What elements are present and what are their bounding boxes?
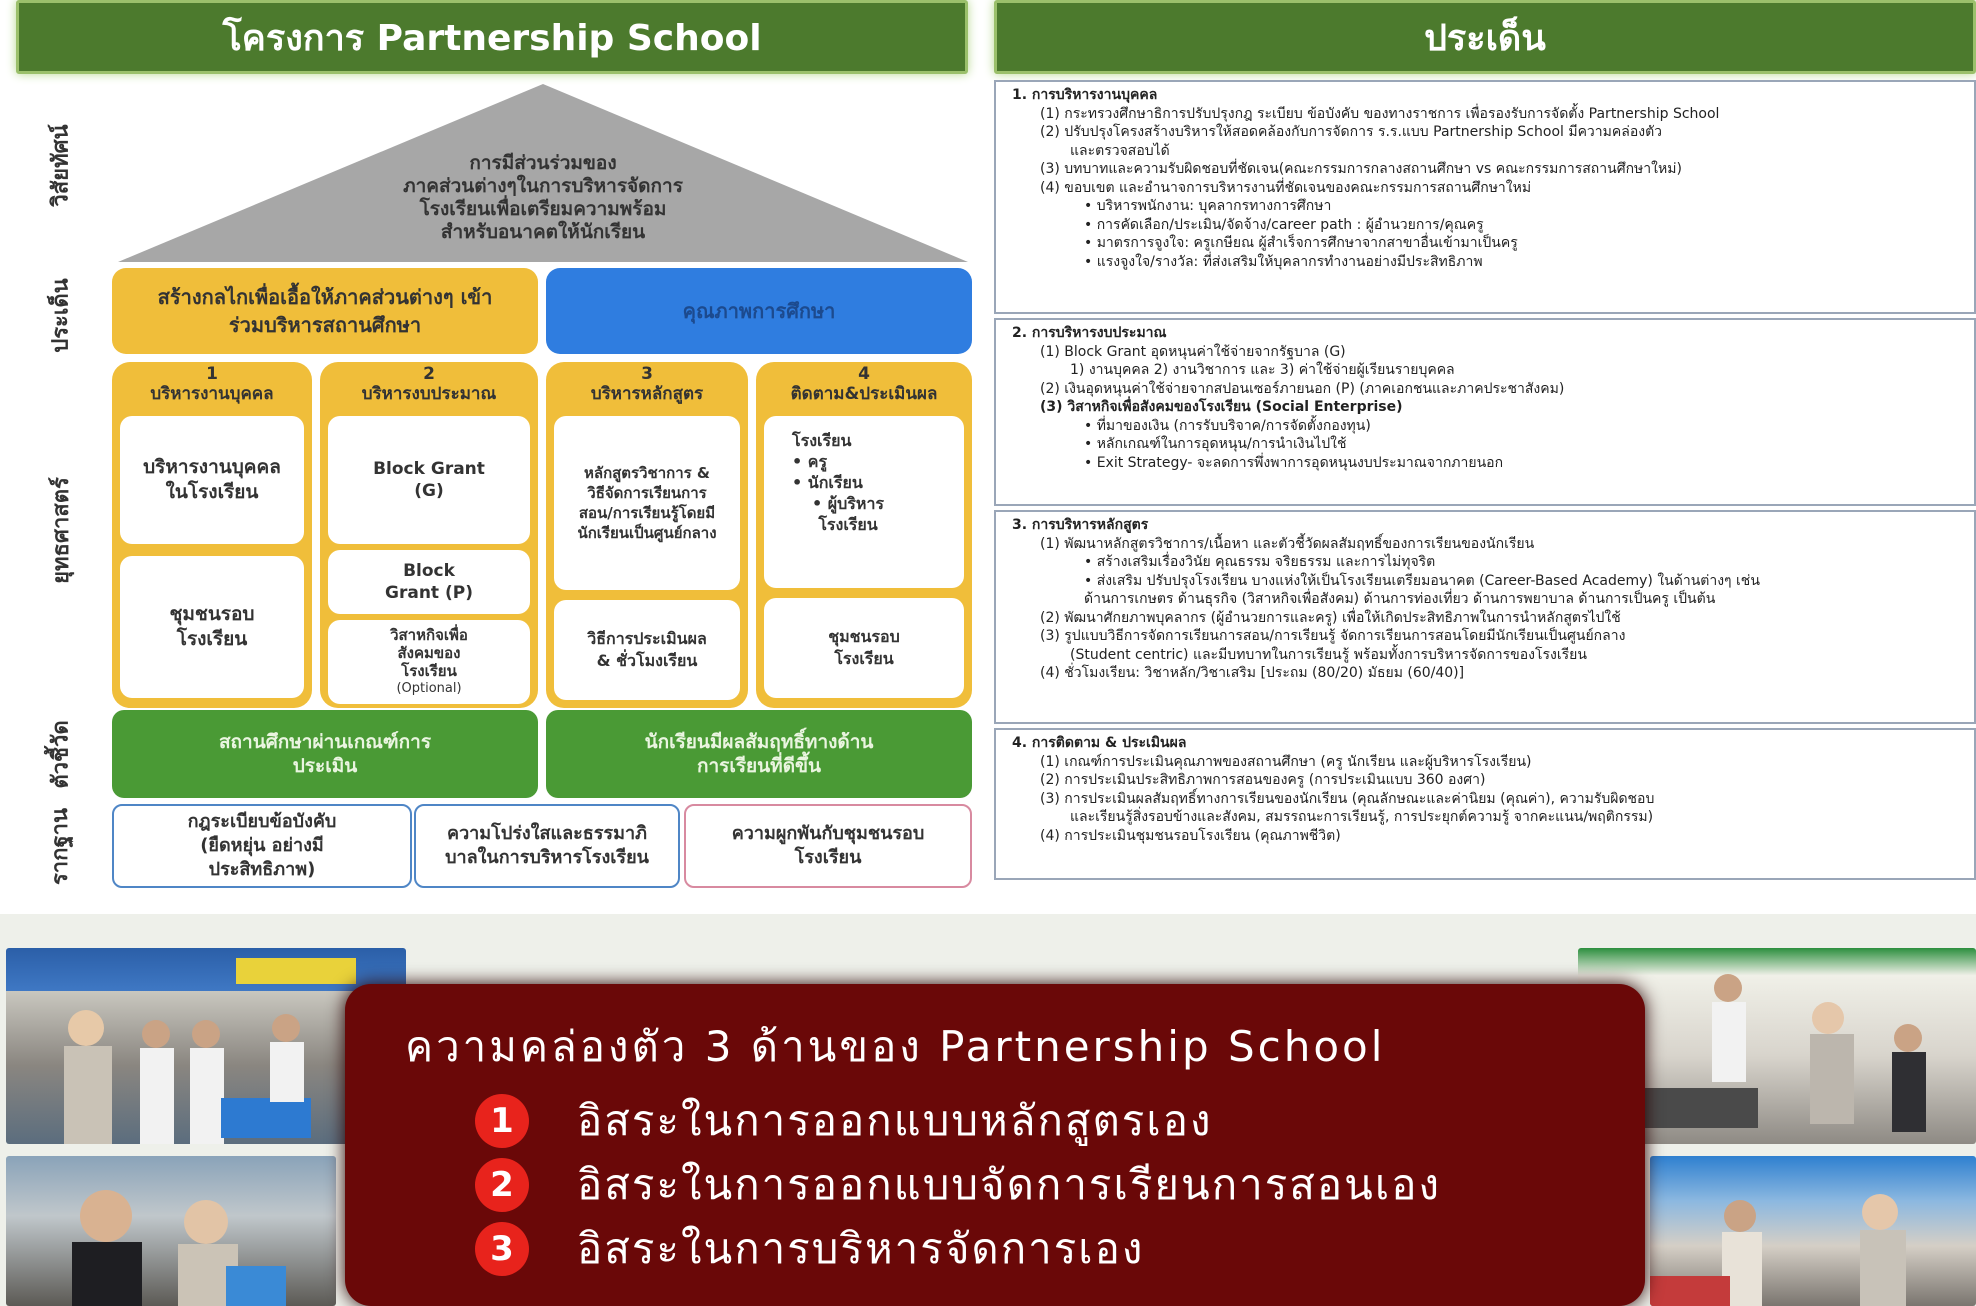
section-title: 3. การบริหารหลักสูตร xyxy=(1012,517,1149,533)
section-title: 4. การติดตาม & ประเมินผล xyxy=(1012,735,1187,751)
row-label-foundation: รากฐาน xyxy=(48,807,74,885)
number-badge: 1 xyxy=(475,1094,529,1148)
flexibility-item-text: อิสระในการบริหารจัดการเอง xyxy=(577,1224,1145,1273)
optional-note: (Optional) xyxy=(396,681,462,696)
pillar-number: 1 xyxy=(206,364,218,384)
strategy-box: โรงเรียน • ครู • นักเรียน • ผู้บริหารโรงเรียน xyxy=(764,416,964,588)
pillar-title: บริหารหลักสูตร xyxy=(590,384,704,404)
header-left: โครงการ Partnership School xyxy=(16,0,968,74)
issue-education-quality: คุณภาพการศึกษา xyxy=(546,268,972,354)
header-right: ประเด็น xyxy=(994,0,1976,74)
foundation-community: ความผูกพันกับชุมชนรอบโรงเรียน xyxy=(684,804,972,888)
indicator-student: นักเรียนมีผลสัมฤทธิ์ทางด้านการเรียนที่ดีขึ้น xyxy=(546,710,972,798)
strategy-box: Block Grant (P) xyxy=(328,550,530,614)
flexibility-item xyxy=(475,1216,1144,1282)
foundation-transparency: ความโปร่งใสและธรรมาภิบาลในการบริหารโรงเรียน xyxy=(414,804,680,888)
strategy-box: ชุมชนรอบโรงเรียน xyxy=(120,556,304,698)
flexibility-panel xyxy=(345,984,1645,1306)
bullet-item: • ครู xyxy=(792,452,828,471)
pillar-number: 3 xyxy=(641,364,653,384)
photo-bottom-left xyxy=(6,1156,336,1306)
row-label-vision: วิสัยทัศน์ xyxy=(48,123,74,207)
section-title: 1. การบริหารงานบุคคล xyxy=(1012,87,1158,103)
pillar-number: 4 xyxy=(858,364,870,384)
foundation-regulations: กฎระเบียบข้อบังคับ (ยืดหยุ่น อย่างมีประสิทธิภาพ) xyxy=(112,804,412,888)
row-label-issues: ประเด็น xyxy=(48,277,74,353)
strategy-box: บริหารงานบุคคลในโรงเรียน xyxy=(120,416,304,544)
indicator-school: สถานศึกษาผ่านเกณฑ์การประเมิน xyxy=(112,710,538,798)
pillar-monitoring xyxy=(756,362,972,708)
strategy-box: หลักสูตรวิชาการ & วิธีจัดการเรียนการสอน/การเรียนรู้โดยมีนักเรียนเป็นศูนย์กลาง xyxy=(554,416,740,590)
flexibility-item xyxy=(475,1152,1441,1218)
people-illustration xyxy=(1650,1156,1976,1306)
pillar-title: บริหารงานบุคคล xyxy=(150,384,274,404)
row-label-strategy: ยุทธศาสตร์ xyxy=(48,476,74,584)
strategy-box: ชุมชนรอบโรงเรียน xyxy=(764,598,964,698)
issues-section-curriculum: 3. การบริหารหลักสูตร (1) พัฒนาหลักสูตรวิชาการ/เนื้อหา และตัวชี้วัดผลสัมฤทธิ์ของการเรียนของนักเรียน • สร้างเสริมเรื่องวินัย คุณธรรม จริยธรรม และการไม่ทุจริต • ส่งเสริม ปรับปรุงโรงเรียน บางแห่งให้เป็นโรงเรียนเตรียมอนาคต (Career-Based Academy) ในด้านต่างๆ เช่น ด้านการเกษตร ด้านธุรกิจ (วิสาหกิจเพื่อสังคม) ด้านการท่องเที่ยว ด้านการพยาบาล ด้านการเป็นครู เป็นต้น (2) พัฒนาศักยภาพบุคลากร (ผู้อำนวยการและครู) เพื่อให้เกิดประสิทธิภาพในการนำหลักสูตรไปใช้ (3) รูปแบบวิธีการจัดการเรียนการสอน/การเรียนรู้ จัดการเรียนการสอนโดยมีนักเรียนเป็นศูนย์กลาง (Student centric) และมีบทบาทในการเรียนรู้ พร้อมทั้งการบริหารจัดการของโรงเรียน (4) ชั่วโมงเรียน: วิชาหลัก/วิชาเสริม [ประถม (80/20) มัธยม (60/40)] xyxy=(994,510,1976,724)
people-illustration xyxy=(6,1156,336,1306)
flexibility-item-text: อิสระในการออกแบบหลักสูตรเอง xyxy=(577,1096,1213,1145)
issues-section-budget: 2. การบริหารงบประมาณ (1) Block Grant อุดหนุนค่าใช้จ่ายจากรัฐบาล (G) 1) งานบุคคล 2) งานวิชาการ และ 3) ค่าใช้จ่ายผู้เรียนรายบุคคล (2) เงินอุดหนุนค่าใช้จ่ายจากสปอนเซอร์ภายนอก (P) (ภาคเอกชนและภาคประชาสังคม) (3) วิสาหกิจเพื่อสังคมของโรงเรียน (Social Enterprise) • ที่มาของเงิน (การรับบริจาค/การจัดตั้งกองทุน) • หลักเกณฑ์ในการอุดหนุน/การนำเงินไปใช้ • Exit Strategy- จะลดการพึ่งพาการอุดหนุนงบประมาณจากภายนอก xyxy=(994,318,1976,506)
pillar-title: ติดตาม&ประเมินผล xyxy=(790,384,938,404)
number-badge: 2 xyxy=(475,1158,529,1212)
bullet-item: • นักเรียน xyxy=(792,473,863,492)
pillar-budget xyxy=(320,362,538,708)
flexibility-item-text: อิสระในการออกแบบจัดการเรียนการสอนเอง xyxy=(577,1160,1441,1209)
photo-bottom-right xyxy=(1650,1156,1976,1306)
pillar-curriculum xyxy=(546,362,748,708)
pillar-personnel xyxy=(112,362,312,708)
flexibility-item xyxy=(475,1088,1212,1154)
issue-participation: สร้างกลไกเพื่อเอื้อให้ภาคส่วนต่างๆ เข้าร่วมบริหารสถานศึกษา xyxy=(112,268,538,354)
row-label-indicators: ตัวชี้วัด xyxy=(48,719,74,789)
pillar-title: บริหารงบประมาณ xyxy=(361,384,497,404)
issues-section-personnel: 1. การบริหารงานบุคคล (1) กระทรวงศึกษาธิการปรับปรุงกฎ ระเบียบ ข้อบังคับ ของทางราชการ เพื่อรองรับการจัดตั้ง Partnership School (2) ปรับปรุงโครงสร้างบริหารให้สอดคล้องกับการจัดการ ร.ร.แบบ Partnership School มีความคล่องตัว และตรวจสอบได้ (3) บทบาทและความรับผิดชอบที่ชัดเจน(คณะกรรมการกลางสถานศึกษา vs คณะกรรมการสถานศึกษาใหม่) (4) ขอบเขต และอำนาจการบริหารงานที่ชัดเจนของคณะกรรมการสถานศึกษาใหม่ • บริหารพนักงาน: บุคลากรทางการศึกษา • การคัดเลือก/ประเมิน/จัดจ้าง/career path : ผู้อำนวยการ/คุณครู • มาตรการจูงใจ: ครูเกษียณ ผู้สำเร็จการศึกษาจากสาขาอื่นเข้ามาเป็นครู • แรงจูงใจ/รางวัล: ที่ส่งเสริมให้บุคลากรทำงานอย่างมีประสิทธิภาพ xyxy=(994,80,1976,314)
pillar-number: 2 xyxy=(423,364,435,384)
flexibility-title: ความคล่องตัว 3 ด้านของ Partnership School xyxy=(405,1022,1386,1071)
number-badge: 3 xyxy=(475,1222,529,1276)
strategy-box: วิธีการประเมินผล & ชั่วโมงเรียน xyxy=(554,600,740,700)
section-title: 2. การบริหารงบประมาณ xyxy=(1012,325,1167,341)
issues-section-monitoring: 4. การติดตาม & ประเมินผล (1) เกณฑ์การประเมินคุณภาพของสถานศึกษา (ครู นักเรียน และผู้บริหารโรงเรียน) (2) การประเมินประสิทธิภาพการสอนของครู (การประเมินแบบ 360 องศา) (3) การประเมินผลสัมฤทธิ์ทางการเรียนของนักเรียน (คุณลักษณะและค่านิยม (คุณค่า), ความรับผิดชอบ และเรียนรู้สิ่งรอบข้างและสังคม, สมรรถนะการเรียนรู้, การประยุกต์ความรู้ จากคะแนน/พฤติกรรม) (4) การประเมินชุมชนรอบโรงเรียน (คุณภาพชีวิต) xyxy=(994,728,1976,880)
bullet-item: • ผู้บริหารโรงเรียน xyxy=(811,494,885,534)
vision-text: การมีส่วนร่วมของ ภาคส่วนต่างๆในการบริหารจัดการ โรงเรียนเพื่อเตรียมความพร้อม สำหรับอนาคตให้นักเรียน xyxy=(403,152,683,243)
strategy-box: Block Grant (G) xyxy=(328,416,530,544)
strategy-box: วิสาหกิจเพื่อสังคมของโรงเรียน (Optional) xyxy=(328,620,530,704)
